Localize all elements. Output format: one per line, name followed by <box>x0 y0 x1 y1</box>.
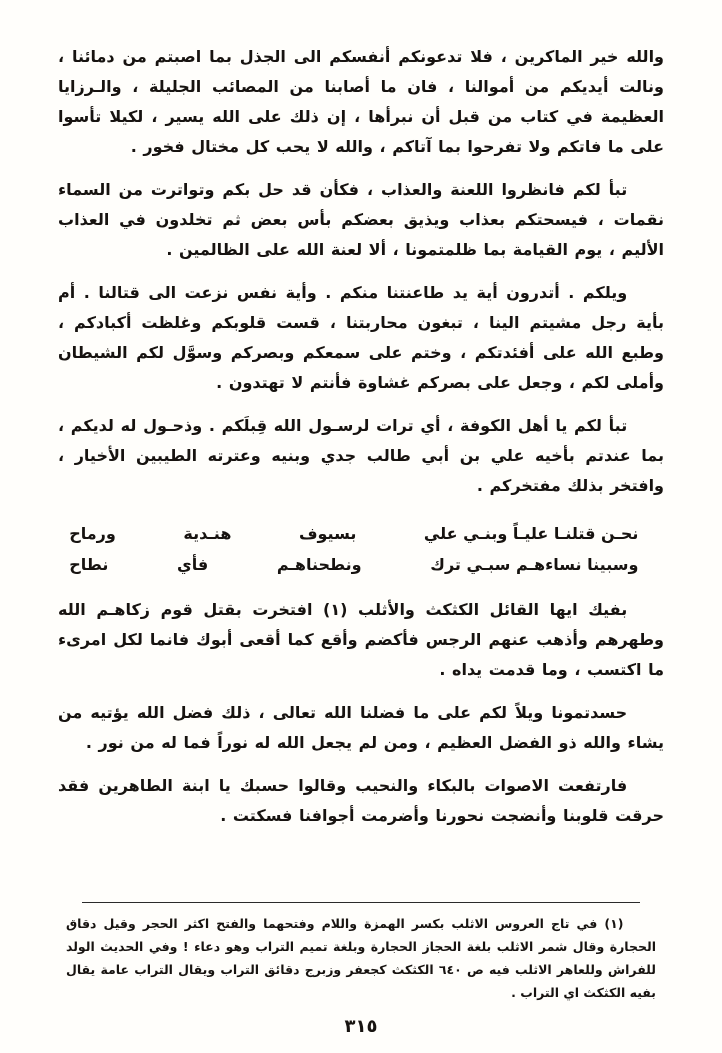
poetry-segment: ورماح <box>69 524 116 543</box>
poetry-segment: بسيوف <box>298 524 357 543</box>
poetry-line-2 <box>69 549 638 580</box>
paragraph-2: تبأ لكم فانظروا اللعنة والعذاب ، فكأن قد حل بكم وتواترت من السماء نقمات ، فيسحتكم بعذاب ويذيق بعضكم بأس بعض ثم تخلدون في العذاب الأليم ، يوم القيامة بما ظلمتمونا ، ألا لعنة الله على الظالمين . <box>58 180 664 259</box>
page-number: ٣١٥ <box>344 1016 378 1037</box>
paragraph-3: ويلكم . أتدرون أية يد طاعنتنا منكم . وأية نفس نزعت الى قتالنا . أم بأية رجل مشيتم الينا ، تبغون محاربتنا ، قست قلوبكم وغلظت أكبادكم ، وطبع الله على أفئدتكم ، وختم على سمعكم وبصركم وسوَّل لكم الشيطان وأملى لكم ، وجعل على بصركم غشاوة فأنتم لا تهتدون . <box>58 283 664 392</box>
poetry-segment: نطاح <box>69 555 109 574</box>
poetry-segment: نحـن قتلنـا عليـاً وبنـي علي <box>423 524 639 543</box>
poetry-segment: وسبينا نساءهـم سبـي ترك <box>430 555 639 574</box>
paragraph-1: والله خير الماكرين ، فلا تدعونكم أنفسكم الى الجذل بما اصبتم من دمائنا ، ونالت أيديكم من أموالنا ، فان ما أصابنا من المصائب الجليلة ، والـرزايا العظيمة في كتاب من قبل أن نبرأها ، إن ذلك على الله يسير ، لكيلا تأسوا على ما فاتكم ولا تفرحوا بما آتاكم ، والله لا يحب كل مختال فخور . <box>58 47 664 156</box>
poetry-segment: هنـدية <box>183 524 232 543</box>
poetry-segment: فأي <box>177 555 209 574</box>
poetry-segment: ونطحناهـم <box>276 555 362 574</box>
footnote-divider <box>82 902 640 903</box>
poetry-line-1 <box>69 518 638 549</box>
paragraph-4: تبأ لكم يا أهل الكوفة ، أي ترات لرسـول الله قِبلَكم . وذحـول له لديكم ، بما عندتم بأخيه علي بن أبي طالب جدي وبنيه وعترته الطيبين الأخيار ، وافتخر بذلك مفتخركم . <box>58 416 664 495</box>
footnote-text: (١) في تاج العروس الاثلب بكسر الهمزة واللام وفتحهما والفتح اكثر الحجر وقيل دقاق الحجارة وقال شمر الاثلب بلغة الحجاز الحجارة وبلغة تميم التراب وهو دعاء ! وفي الحديث الولد للفراش وللعاهر الاثلب فيه ص ٦٤٠ الكثكث كجعفر وزبرج دقائق التراب ويقال التراب عامة يقال بفيه الكثكث اي التراب . <box>66 916 656 1000</box>
footnote-area <box>58 902 664 1037</box>
paragraph-5: بفيك ايها القائل الكثكث والأثلب (١) افتخرت بقتل قوم زكاهـم الله وطهرهم وأذهب عنهم الرجس فأكضم وأقع كما أقعى أبوك فانما لكل امرىء ما اكتسب ، وما قدمت يداه . <box>58 600 664 679</box>
paragraph-7: فارتفعت الاصوات بالبكاء والنحيب وقالوا حسبك يا ابنة الطاهرين فقد حرقت قلوبنا وأنضجت نحورنا وأضرمت أجوافنا فسكتت . <box>58 776 664 825</box>
paragraph-6: حسدتمونا ويلاً لكم على ما فضلنا الله تعالى ، ذلك فضل الله يؤتيه من يشاء والله ذو الفضل العظيم ، ومن لم يجعل الله له نوراً فما له من نور . <box>58 703 664 752</box>
poetry-block <box>58 518 664 580</box>
